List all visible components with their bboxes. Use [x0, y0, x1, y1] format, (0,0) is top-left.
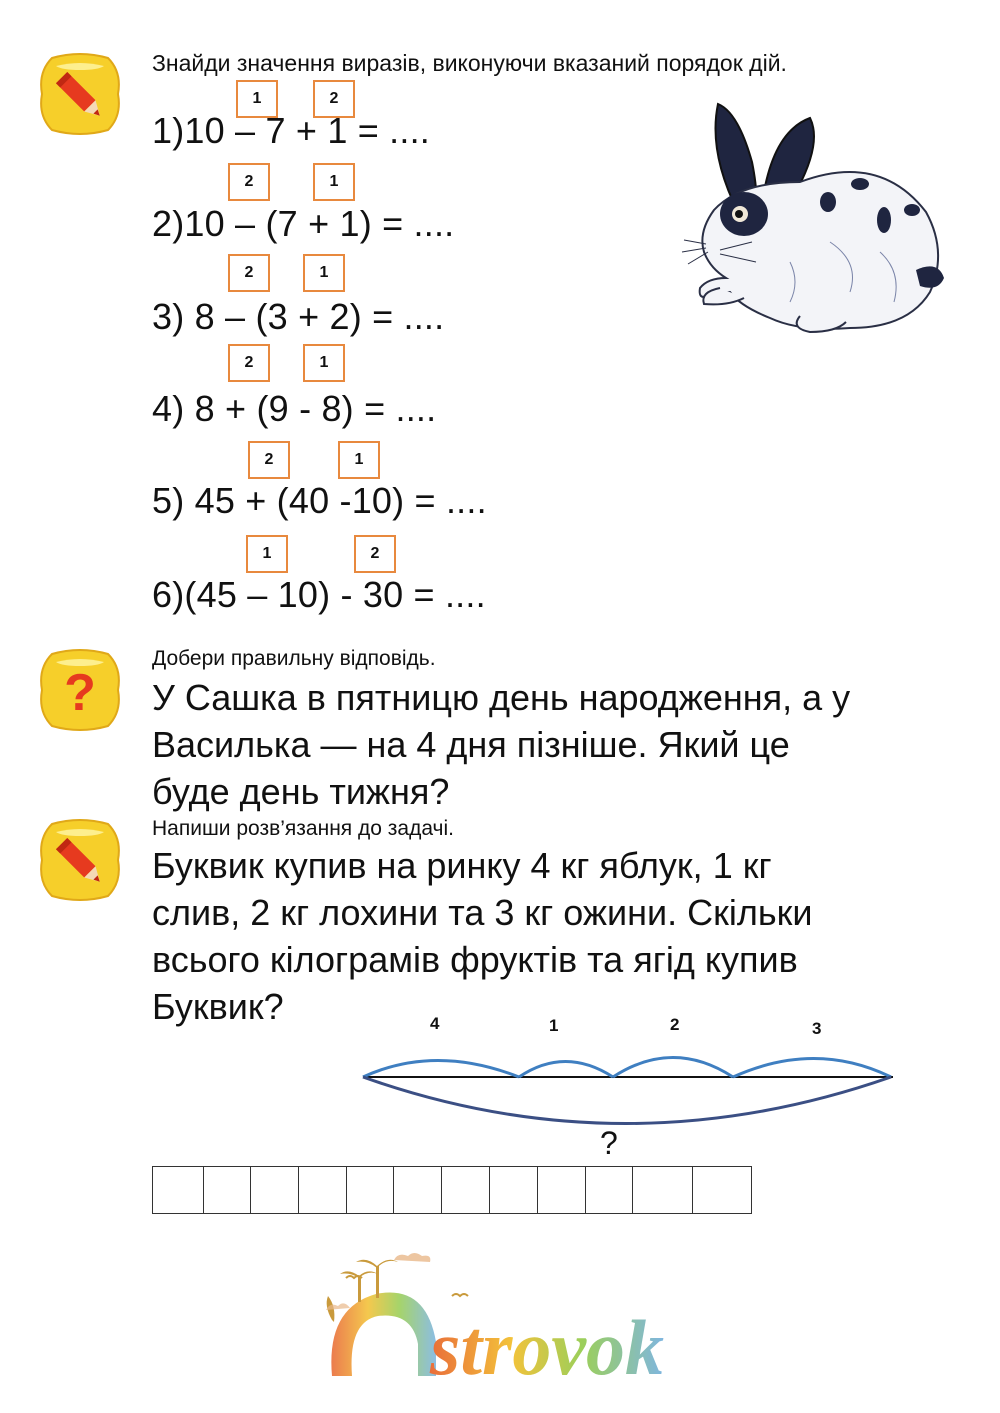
task1-instruction: Знайди значення виразів, виконуючи вказаний порядок дій. — [152, 50, 787, 76]
order-box: 1 — [313, 163, 355, 201]
ostrovok-logo — [318, 1250, 758, 1385]
order-box: 2 — [228, 254, 270, 292]
answer-cell[interactable] — [347, 1167, 394, 1213]
expression-1: 1)10 – 7 + 1 = .... — [152, 110, 430, 151]
segment-label: 2 — [670, 1015, 680, 1034]
expression-4: 4) 8 + (9 - 8) = .... — [152, 388, 437, 429]
task3-line: слив, 2 кг лохини та 3 кг ожини. Скільки — [152, 892, 813, 933]
expression-3: 3) 8 – (3 + 2) = .... — [152, 296, 445, 337]
answer-cell[interactable] — [299, 1167, 347, 1213]
answer-cell[interactable] — [204, 1167, 251, 1213]
order-box: 2 — [354, 535, 396, 573]
order-box: 2 — [228, 163, 270, 201]
order-box: 2 — [313, 80, 355, 118]
task2-instruction: Добери правильну відповідь. — [152, 647, 436, 670]
task2-line: У Сашка в пятницю день народження, а у — [152, 677, 851, 718]
order-box: 2 — [228, 344, 270, 382]
cloud-icon — [394, 1253, 430, 1262]
answer-cell[interactable] — [153, 1167, 204, 1213]
order-box: 1 — [303, 344, 345, 382]
logo-text: strovok — [430, 1304, 664, 1385]
task3-line: Буквик купив на ринку 4 кг яблук, 1 кг — [152, 845, 772, 886]
expression-6: 6)(45 – 10) - 30 = .... — [152, 574, 486, 615]
answer-cell[interactable] — [586, 1167, 633, 1213]
segment-arc — [733, 1059, 891, 1078]
answer-grid[interactable] — [152, 1166, 752, 1214]
answer-cell[interactable] — [442, 1167, 490, 1213]
task3-line: всього кілограмів фруктів та ягід купив — [152, 939, 798, 980]
expression-5: 5) 45 + (40 -10) = .... — [152, 480, 487, 521]
segment-arc — [519, 1062, 613, 1078]
answer-cell[interactable] — [490, 1167, 538, 1213]
task2-line: Василька — на 4 дня пізніше. Який це — [152, 724, 790, 765]
segment-diagram — [355, 1040, 905, 1135]
segment-label: 1 — [549, 1016, 559, 1035]
order-box: 1 — [236, 80, 278, 118]
task3-line: Буквик? — [152, 986, 284, 1027]
pencil-icon — [38, 52, 122, 136]
answer-cell[interactable] — [251, 1167, 299, 1213]
task3-instruction: Напиши розв’язання до задачі. — [152, 817, 454, 840]
answer-cell[interactable] — [693, 1167, 752, 1213]
segment-label: 4 — [430, 1014, 440, 1033]
segment-arc — [613, 1058, 733, 1078]
question-icon — [38, 648, 122, 732]
total-label: ? — [600, 1125, 618, 1161]
total-arc — [363, 1077, 891, 1124]
expression-2: 2)10 – (7 + 1) = .... — [152, 203, 455, 244]
order-box: 2 — [248, 441, 290, 479]
order-box: 1 — [246, 535, 288, 573]
answer-cell[interactable] — [633, 1167, 693, 1213]
task2-line: буде день тижня? — [152, 771, 450, 812]
answer-cell[interactable] — [394, 1167, 442, 1213]
answer-cell[interactable] — [538, 1167, 586, 1213]
segment-label: 3 — [812, 1019, 822, 1038]
pencil-icon — [38, 818, 122, 902]
rabbit-illustration — [680, 92, 950, 337]
svg-text:?: ? — [64, 664, 96, 722]
bird-icon — [452, 1294, 468, 1296]
order-box: 1 — [303, 254, 345, 292]
order-box: 1 — [338, 441, 380, 479]
segment-arc — [363, 1061, 519, 1078]
